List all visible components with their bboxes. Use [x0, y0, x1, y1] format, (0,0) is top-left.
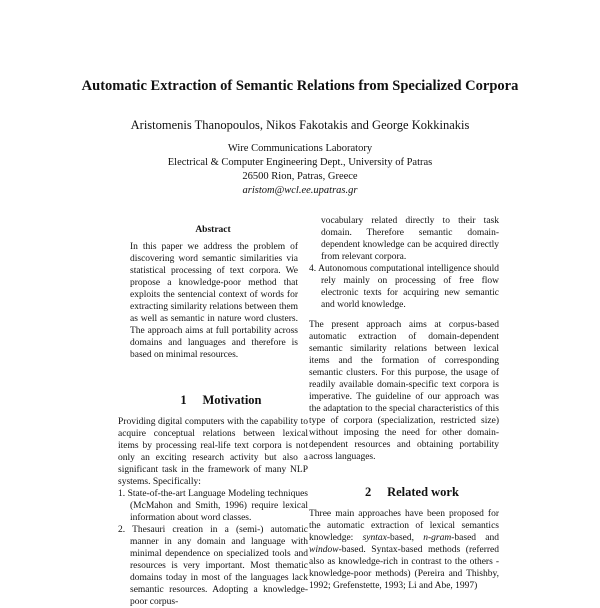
abstract-text: In this paper we address the problem of discovering word semantic similarities via statistical processing of text corpora. We propose a knowledge-poor method that exploits the sentencial context of words for extracting similarity relations between them as well as semantic in nature word clusters. The approach aims at full portability across domains and languages and therefore is based on minimal resources.	[130, 242, 298, 360]
affiliation-address: 26500 Rion, Patras, Greece	[242, 171, 358, 182]
section-1-item-4: 4. Autonomous computational intelligence should rely mainly on processing of free flow electronic texts for acquiring new semantic and world knowledge.	[309, 264, 499, 310]
section-2-paragraph	[309, 508, 499, 592]
section-1-intro: Providing digital computers with the capability to acquire conceptual relations between lexical items by processing real-life text corpora is not only an exciting research activity but also a significant task in the framework of many NLP systems. Specifically:	[118, 417, 308, 487]
section-2-body	[309, 508, 499, 592]
section-2-text-b: -based,	[386, 533, 424, 543]
term-ngram: n-gram	[423, 533, 452, 543]
paper-title: Automatic Extraction of Semantic Relations from Specialized Corpora	[81, 78, 519, 94]
section-2-text-c: -based and	[451, 533, 499, 543]
section-1-heading	[118, 393, 308, 408]
authors: Aristomenis Thanopoulos, Nikos Fakotakis and George Kokkinakis	[130, 118, 470, 132]
affiliation-lab: Wire Communications Laboratory	[227, 143, 373, 154]
section-1-paragraph-2: The present approach aims at corpus-based automatic extraction of domain-dependent semantic similarity relations between lexical items and the formation of corresponding semantic clusters. For this purpose, the usage of readily available domain-specific text corpora is imperative. The guideline of our approach was the adaptation to the special characteristics of this type of corpora (specialization, restricted size) without imposing the need for other domain-dependent resources and obtaining portability across languages.	[309, 320, 499, 462]
section-1-item-1: 1. State-of-the-art Language Modeling techniques (McMahon and Smith, 1996) require lexical information about word classes.	[118, 489, 308, 523]
section-1-title: Motivation	[202, 393, 262, 407]
term-window: window	[309, 545, 339, 555]
section-1-right-body	[309, 215, 499, 463]
affiliation-dept: Electrical & Computer Engineering Dept., University of Patras	[167, 157, 433, 168]
section-1-item-3-continued: vocabulary related directly to their task domain. Therefore semantic domain-dependent knowledge can be acquired directly from relevant corpora.	[321, 216, 499, 262]
term-syntax: syntax	[362, 533, 387, 543]
section-1-number: 1	[180, 393, 187, 407]
section-2-title: Related work	[387, 485, 459, 499]
section-2-heading	[309, 485, 499, 500]
section-1-left-body	[118, 416, 308, 608]
section-2-text-a: Three main approaches have been proposed for the automatic extraction of lexical semantics knowledge:	[309, 509, 499, 543]
section-2-text-d: -based. Syntax-based methods (referred also as knowledge-rich in contrast to the others - knowledge-poor methods) (Pereira and Thishby, 1992; Grefenstette, 1993; Li and Abe, 1997)	[309, 545, 499, 591]
affiliation-block	[0, 142, 600, 198]
section-1-item-2: 2. Thesauri creation in a (semi-) automatic manner in any domain and language with minimal dependence on specialized tools and resources is very important. Most thematic domains today in most of the languages lack semantic resources. Adopting a knowledge-poor corpus-	[118, 525, 308, 607]
abstract-heading: Abstract	[195, 225, 231, 235]
section-2-number: 2	[364, 485, 372, 499]
author-email[interactable]: aristom@wcl.ee.upatras.gr	[242, 185, 358, 196]
